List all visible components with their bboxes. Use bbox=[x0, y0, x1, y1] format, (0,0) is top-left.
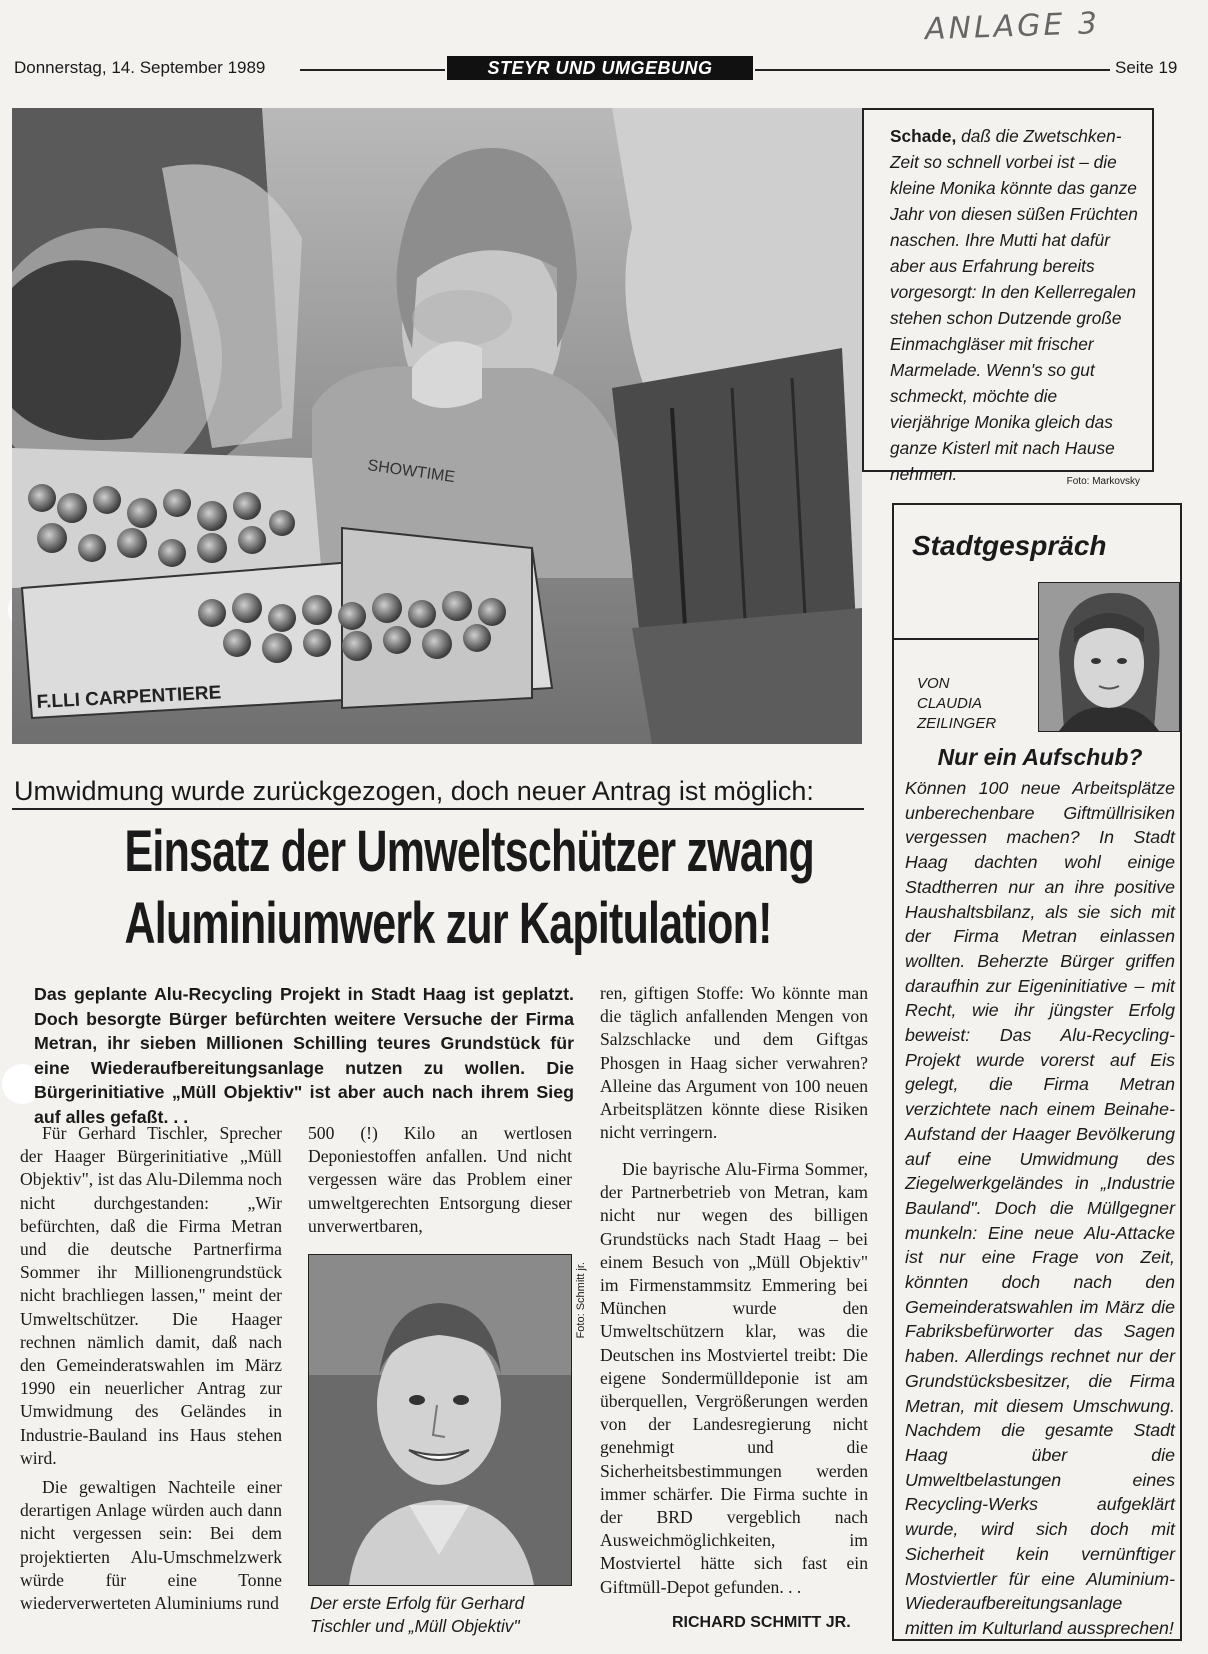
article-column-3-top bbox=[600, 982, 868, 1144]
article-lead: Das geplante Alu-Recycling Projekt in Stadt Haag ist geplatzt. Doch besorgte Bürger befürchten weitere Versuche der Firma Metran, ihr sieben Millionen Schilling teures Grundstück für eine Wiederaufbereitungsanlage nutzen zu wollen. Die Bürgerinitiative „Müll Objektiv" ist aber auch nach ihrem Sieg auf alles gefaßt. . . bbox=[34, 984, 574, 1127]
article-byline: RICHARD SCHMITT JR. bbox=[672, 1614, 851, 1631]
paragraph: Für Gerhard Tischler, Sprecher der Haager Bürgerinitiative „Müll Objektiv", ist das Alu-Dilemma noch nicht durchgestanden: „Wir befürchten, daß die Firma Metran und die deutsche Partnerfirma Sommer ihr Millionengrundstück nicht brachliegen lassen," meint der Umweltschützer. Die Haager rechnen nämlich damit, daß nach den Gemeinderatswahlen im März 1990 ein neuerlicher Antrag zur Umwidmung des Geländes in Industrie-Bauland ins Haus stehen wird. bbox=[20, 1123, 282, 1468]
market-photo bbox=[12, 108, 862, 744]
photo2-caption: Der erste Erfolg für Gerhard Tischler und „Müll Objektiv" bbox=[310, 1593, 525, 1636]
paragraph: ren, giftigen Stoffe: Wo könnte man die täglich anfallenden Mengen von Salzschlacke und dem Giftgas Phosgen in Haag sicher verwahren? Alleine das Argument von 100 neuen Arbeitsplätzen könnte diese Risiken nicht verringern. bbox=[600, 983, 868, 1143]
article-kicker: Umwidmung wurde zurückgezogen, doch neuer Antrag ist möglich: bbox=[14, 776, 814, 806]
headline-line-1: Einsatz der Umweltschützer zwang bbox=[124, 819, 814, 884]
kicker-rule bbox=[12, 808, 864, 810]
article-column-2 bbox=[308, 1122, 572, 1238]
crate-print: F.LLI CARPENTIERE bbox=[36, 682, 222, 713]
issue-date: Donnerstag, 14. September 1989 bbox=[14, 58, 266, 77]
article-column-3 bbox=[600, 1158, 868, 1599]
handwritten-annotation: ANLAGE 3 bbox=[924, 6, 1101, 48]
header-rule-left bbox=[300, 69, 445, 71]
column-title: Nur ein Aufschub? bbox=[937, 744, 1143, 770]
shirt-print: SHOWTIME bbox=[366, 457, 456, 487]
photo-caption-box bbox=[862, 108, 1154, 487]
column-heading: Stadtgespräch bbox=[912, 530, 1107, 561]
paragraph: 500 (!) Kilo an wertlosen Deponiestoffen anfallen. Und nicht vergessen wäre das Problem einer umweltgerechten Entsorgung dieser unverwertbaren, bbox=[308, 1123, 572, 1236]
author-portrait bbox=[1038, 582, 1180, 732]
photo2-credit: Foto: Schmitt jr. bbox=[575, 1262, 587, 1339]
caption-credit: Foto: Markovsky bbox=[1066, 476, 1140, 487]
byline-von: VON bbox=[917, 675, 950, 692]
byline-last-name: ZEILINGER bbox=[917, 715, 997, 732]
caption-lead: Schade, bbox=[890, 126, 957, 146]
section-banner: STEYR UND UMGEBUNG bbox=[447, 56, 753, 80]
paragraph: Die gewaltigen Nachteile einer derartigen Anlage würden auch dann nicht vergessen sein: Bei dem projektierten Alu-Umschmelzwerk würde für eine Tonne wiederverwerteten Aluminiums rund bbox=[20, 1477, 282, 1614]
byline-first-name: CLAUDIA bbox=[917, 695, 983, 712]
header-rule-right bbox=[755, 69, 1110, 71]
page-number: Seite 19 bbox=[1115, 58, 1178, 77]
column-body: Können 100 neue Arbeitsplätze unberechenbare Giftmüllrisiken vergessen machen? In Stadt Haag dachten wohl einige Stadtherren nur an ihre positive Haushaltsbilanz, als sie sich mit der Firma Metran einlassen wollten. Beherzte Bürger griffen daraufhin zur Eigeninitiative – mit Recht, wie ihr jüngster Erfolg beweist: Das Alu-Recycling-Projekt wurde vorerst auf Eis gelegt, die Firma Metran verzichtete nach einem Beinahe-Aufstand der Haager Bevölkerung auf eine Umwidmung des Ziegelwerkgeländes in „Industrie Bauland". Doch die Müllgegner munkeln: Eine neue Alu-Attacke ist nur eine Frage von Zeit, könnten doch nach den Gemeinderatswahlen im März die Fabriksbefürworter das Sagen haben. Allerdings rechnet nur der Grundstücksbesitzer, die Firma Metran, mit diesem Umschwung. Nachdem die gesamte Stadt Haag über die Umweltbelastungen eines Recycling-Werks aufgeklärt wurde, wird sich doch mit Sicherheit kein vernünftiger Mostviertler für eine Aluminium-Wiederaufbereitungsanlage mitten im Kulturland aussprechen! bbox=[905, 778, 1175, 1638]
article-headline bbox=[124, 816, 814, 960]
article-column-1 bbox=[20, 1122, 282, 1615]
caption-text: daß die Zwetschken-Zeit so schnell vorbei ist – die kleine Monika könnte das ganze Jahr von diesen süßen Früchten naschen. Ihre Mutti hat dafür aber aus Erfahrung bereits vorgesorgt: In den Kellerregalen stehen schon Dutzende große Einmachgläser mit frischer Marmelade. Wenn's so gut schmeckt, möchte die vierjährige Monika gleich das ganze Kisterl mit nach Hause nehmen. bbox=[890, 126, 1138, 484]
column-byline bbox=[917, 674, 996, 734]
paragraph: Die bayrische Alu-Firma Sommer, der Partnerbetrieb von Metran, kam nicht nur wegen des billigen Grundstücks nach Stadt Haag – bei einem Besuch von „Müll Objektiv" im Firmenstammsitz Emmering bei München wurde den Umweltschützern klar, was die Deutschen ins Mostviertel treibt: Die eigene Sondermülldeponie ist am überquellen, Vergrößerungen werden von der Landesregierung nicht genehmigt und die Sicherheitsbestimmungen werden immer schärfer. Die Firma suchte in der BRD vergeblich nach Ausweichmöglichkeiten, im Mostviertel hätte sich fast ein Giftmüll-Depot gefunden. . . bbox=[600, 1159, 868, 1597]
headline-line-2: Aluminiumwerk zur Kapitulation! bbox=[124, 891, 772, 956]
tischler-photo bbox=[308, 1254, 572, 1586]
